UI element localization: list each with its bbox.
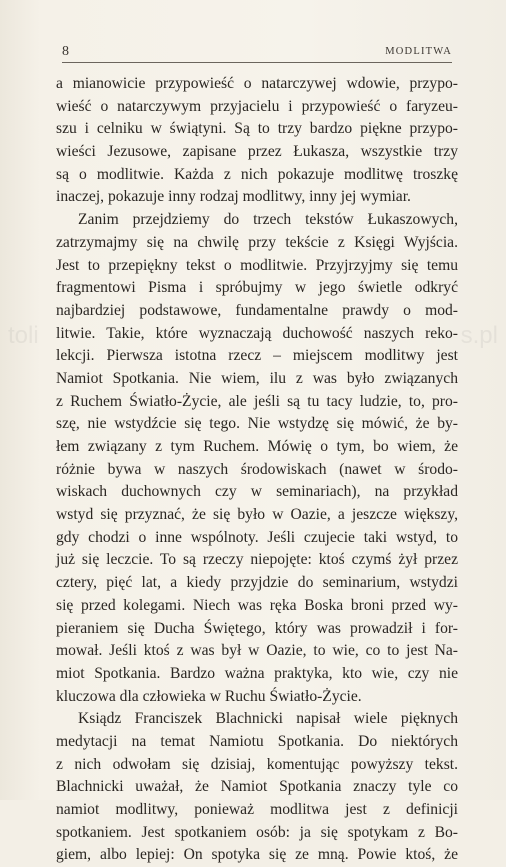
text-line: cztery, pięć lat, a kiedy przyjdzie do seminarium, wstydzi: [56, 574, 458, 592]
text-line: z nich odwołam się dzisiaj, komentując powyższy tekst.: [56, 755, 458, 773]
text-line: spotkaniem. Jest spotkaniem osób: ja się spotykam z Bo-: [56, 823, 458, 841]
page-number: 8: [62, 44, 69, 59]
text-line: giem, albo lepiej: On spotyka się ze mną. Powie ktoś, że: [56, 846, 458, 864]
text-line: są o modlitwie. Każda z nich pokazuje modlitwę troszkę: [56, 165, 458, 183]
text-line: inaczej, pokazuje inny rodzaj modlitwy, inny jej wymiar.: [56, 188, 411, 206]
text-line: pieraniem się Ducha Świętego, który was prowadził i for-: [56, 619, 458, 637]
text-line: fragmentowi Pisma i spróbujmy w jego świetle odkryć: [56, 279, 458, 297]
text-line: kluczowa dla człowieka w Ruchu Światło-Życie.: [56, 687, 362, 705]
text-line: łem związany z tym Ruchem. Mówię o tym, bo wiem, że: [56, 438, 458, 455]
text-line: litwie. Takie, które wyznaczają duchowość naszych reko-: [56, 324, 458, 342]
text-line: z Ruchem Światło-Życie, ale jeśli są tu tacy ludzie, to, pro-: [56, 392, 458, 410]
text-line: miot Spotkania. Bardzo ważna praktyka, kto wie, czy nie: [56, 664, 458, 682]
text-line: zatrzymajmy się na chwilę przy tekście z Księgi Wyjścia.: [56, 233, 458, 251]
text-line: różnie bywa w naszych środowiskach (nawet w środo-: [56, 460, 458, 478]
text-line: Blachnicki uważał, że Namiot Spotkania znaczy tyle co: [56, 778, 458, 796]
text-line: Ksiądz Franciszek Blachnicki napisał wiele pięknych: [78, 710, 458, 728]
watermark-right: s.pl: [460, 322, 498, 349]
text-line: wieści Jezusowe, zapisane przez Łukasza, wszystkie trzy: [56, 143, 458, 161]
text-line: medytacji na temat Namiotu Spotkania. Do niektórych: [56, 732, 458, 750]
page-header: [62, 44, 452, 63]
running-head: MODLITWA: [385, 46, 452, 57]
text-line: Namiot Spotkania. Nie wiem, ilu z was było związanych: [56, 369, 458, 387]
text-line: wstyd się przyznać, że się było w Oazie, a jeszcze większy,: [56, 506, 458, 524]
text-line: szę, nie wstydźcie się tego. Nie wstydzę się mówić, że by-: [56, 415, 458, 433]
text-line: Zanim przejdziemy do trzech tekstów Łukaszowych,: [78, 211, 458, 229]
text-line: się przed kolegami. Niech was ręka Boska broni przed wy-: [56, 596, 458, 614]
text-line: gdy chodzi o inne wspólnoty. Jeśli czujecie taki wstyd, to: [56, 528, 458, 546]
text-line: wieść o natarczywym przyjacielu i przypowieść o faryzeu-: [56, 97, 458, 115]
text-line: a mianowicie przypowieść o natarczywej wdowie, przypo-: [56, 75, 458, 92]
watermark-left: toli: [8, 322, 39, 349]
text-line: już się leczcie. To są rzeczy niepojęte: ktoś czymś żył przez: [56, 551, 458, 569]
text-line: lekcji. Pierwsza istotna rzecz – miejscem modlitwy jest: [56, 347, 458, 365]
body-text: [56, 73, 458, 867]
text-line: Jest to przepiękny tekst o modlitwie. Przyjrzyjmy się temu: [56, 256, 458, 274]
text-line: wiskach duchownych czy w seminariach), na przykład: [56, 483, 458, 501]
text-line: najbardziej podstawowe, fundamentalne prawdy o mod-: [56, 301, 458, 319]
text-line: szu i celniku w świątyni. Są to trzy bardzo piękne przypo-: [56, 120, 458, 138]
text-line: mował. Jeśli ktoś z was był w Oazie, to wie, co to jest Na-: [56, 642, 458, 660]
text-line: namiot modlitwy, ponieważ modlitwa jest z definicji: [56, 801, 458, 818]
